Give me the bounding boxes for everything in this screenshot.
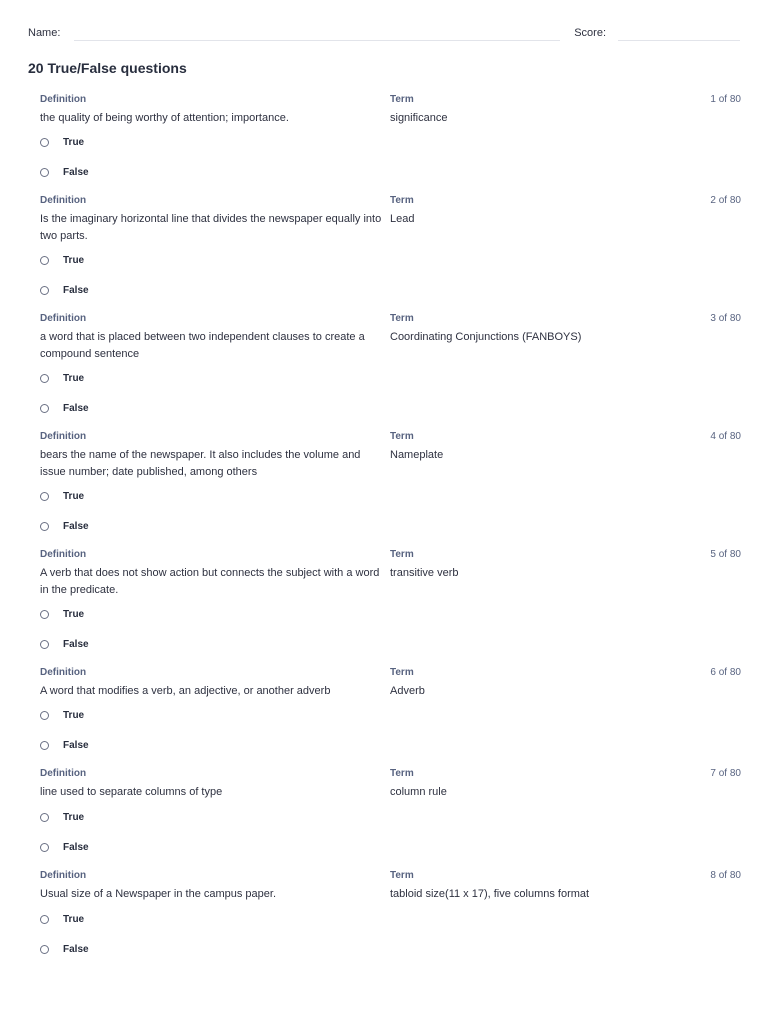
term-label: Term: [390, 195, 414, 206]
definition-column: [40, 667, 382, 700]
true-option[interactable]: [40, 810, 84, 824]
term-label: Term: [390, 870, 414, 881]
term-text: Nameplate: [390, 449, 444, 461]
term-column: [390, 549, 650, 582]
term-label: Term: [390, 431, 414, 442]
definition-text: Is the imaginary horizontal line that divides the newspaper equally into two parts.: [40, 213, 382, 242]
definition-label: Definition: [40, 195, 87, 206]
false-label: False: [63, 739, 89, 751]
true-label: True: [63, 372, 85, 384]
question-7: [40, 768, 741, 853]
definition-text: A word that modifies a verb, an adjective, or another adverb: [40, 685, 331, 697]
true-label: True: [63, 136, 85, 148]
radio-icon[interactable]: [40, 404, 49, 413]
definition-column: [40, 549, 382, 599]
question-1: [40, 94, 741, 178]
false-label: False: [63, 402, 89, 414]
false-label: False: [63, 638, 89, 650]
false-option[interactable]: [40, 637, 89, 651]
false-label: False: [63, 943, 89, 955]
question-number: 4 of 80: [710, 431, 741, 442]
radio-icon[interactable]: [40, 138, 49, 147]
radio-icon[interactable]: [40, 256, 49, 265]
term-text: significance: [390, 112, 448, 124]
question-number: 8 of 80: [710, 870, 741, 881]
question-3: [40, 313, 741, 414]
definition-text: a word that is placed between two independent clauses to create a compound sentence: [40, 331, 365, 360]
true-option[interactable]: [40, 912, 84, 926]
radio-icon[interactable]: [40, 522, 49, 531]
true-label: True: [63, 913, 85, 925]
question-2: [40, 195, 741, 296]
true-label: True: [63, 709, 85, 721]
false-option[interactable]: [40, 165, 89, 179]
false-label: False: [63, 166, 89, 178]
true-label: True: [63, 811, 85, 823]
term-label: Term: [390, 667, 414, 678]
radio-icon[interactable]: [40, 374, 49, 383]
true-option[interactable]: [40, 708, 84, 722]
false-label: False: [63, 284, 89, 296]
radio-icon[interactable]: [40, 711, 49, 720]
radio-icon[interactable]: [40, 813, 49, 822]
false-label: False: [63, 520, 89, 532]
definition-text: the quality of being worthy of attention; importance.: [40, 112, 289, 124]
true-option[interactable]: [40, 489, 84, 503]
false-option[interactable]: [40, 738, 89, 752]
definition-column: [40, 313, 382, 363]
question-number: 6 of 80: [710, 667, 741, 678]
definition-label: Definition: [40, 667, 87, 678]
definition-text: A verb that does not show action but connects the subject with a word in the predicate.: [40, 567, 380, 596]
term-label: Term: [390, 313, 414, 324]
definition-column: [40, 431, 382, 481]
definition-label: Definition: [40, 313, 87, 324]
radio-icon[interactable]: [40, 492, 49, 501]
false-option[interactable]: [40, 283, 89, 297]
radio-icon[interactable]: [40, 843, 49, 852]
score-field[interactable]: [618, 26, 740, 41]
term-column: [390, 195, 650, 228]
question-number: 5 of 80: [710, 549, 741, 560]
definition-label: Definition: [40, 870, 87, 881]
definition-label: Definition: [40, 549, 87, 560]
name-field[interactable]: [74, 26, 560, 41]
term-label: Term: [390, 94, 414, 105]
true-option[interactable]: [40, 607, 84, 621]
radio-icon[interactable]: [40, 168, 49, 177]
definition-column: [40, 94, 382, 127]
definition-text: line used to separate columns of type: [40, 786, 223, 798]
false-option[interactable]: [40, 840, 89, 854]
definition-text: Usual size of a Newspaper in the campus paper.: [40, 888, 277, 900]
true-label: True: [63, 254, 85, 266]
term-column: [390, 870, 650, 903]
question-5: [40, 549, 741, 650]
radio-icon[interactable]: [40, 915, 49, 924]
question-number: 1 of 80: [710, 94, 741, 105]
term-text: Coordinating Conjunctions (FANBOYS): [390, 331, 582, 343]
question-number: 3 of 80: [710, 313, 741, 324]
radio-icon[interactable]: [40, 945, 49, 954]
term-text: Lead: [390, 213, 415, 225]
true-option[interactable]: [40, 371, 84, 385]
term-column: [390, 94, 650, 127]
question-8: [40, 870, 741, 955]
false-option[interactable]: [40, 942, 89, 956]
term-text: column rule: [390, 786, 447, 798]
term-label: Term: [390, 768, 414, 779]
false-option[interactable]: [40, 519, 89, 533]
radio-icon[interactable]: [40, 640, 49, 649]
term-column: [390, 431, 650, 464]
true-label: True: [63, 608, 85, 620]
false-label: False: [63, 841, 89, 853]
false-option[interactable]: [40, 401, 89, 415]
true-label: True: [63, 490, 85, 502]
definition-column: [40, 870, 382, 903]
name-label: Name:: [28, 27, 61, 39]
radio-icon[interactable]: [40, 610, 49, 619]
question-4: [40, 431, 741, 532]
term-text: transitive verb: [390, 567, 459, 579]
definition-column: [40, 768, 382, 801]
term-column: [390, 768, 650, 801]
radio-icon[interactable]: [40, 286, 49, 295]
question-number: 7 of 80: [710, 768, 741, 779]
definition-label: Definition: [40, 768, 87, 779]
question-number: 2 of 80: [710, 195, 741, 206]
term-column: [390, 313, 650, 346]
definition-label: Definition: [40, 431, 87, 442]
term-text: tabloid size(11 x 17), five columns format: [390, 888, 590, 900]
quiz-title: 20 True/False questions: [28, 60, 187, 76]
true-option[interactable]: [40, 253, 84, 267]
term-text: Adverb: [390, 685, 425, 697]
score-label: Score:: [574, 27, 606, 39]
term-column: [390, 667, 650, 700]
definition-label: Definition: [40, 94, 87, 105]
definition-column: [40, 195, 382, 245]
true-option[interactable]: [40, 135, 84, 149]
question-6: [40, 667, 741, 751]
radio-icon[interactable]: [40, 741, 49, 750]
header-row: [28, 24, 740, 42]
term-label: Term: [390, 549, 414, 560]
definition-text: bears the name of the newspaper. It also includes the volume and issue number; date published, among others: [40, 449, 361, 478]
